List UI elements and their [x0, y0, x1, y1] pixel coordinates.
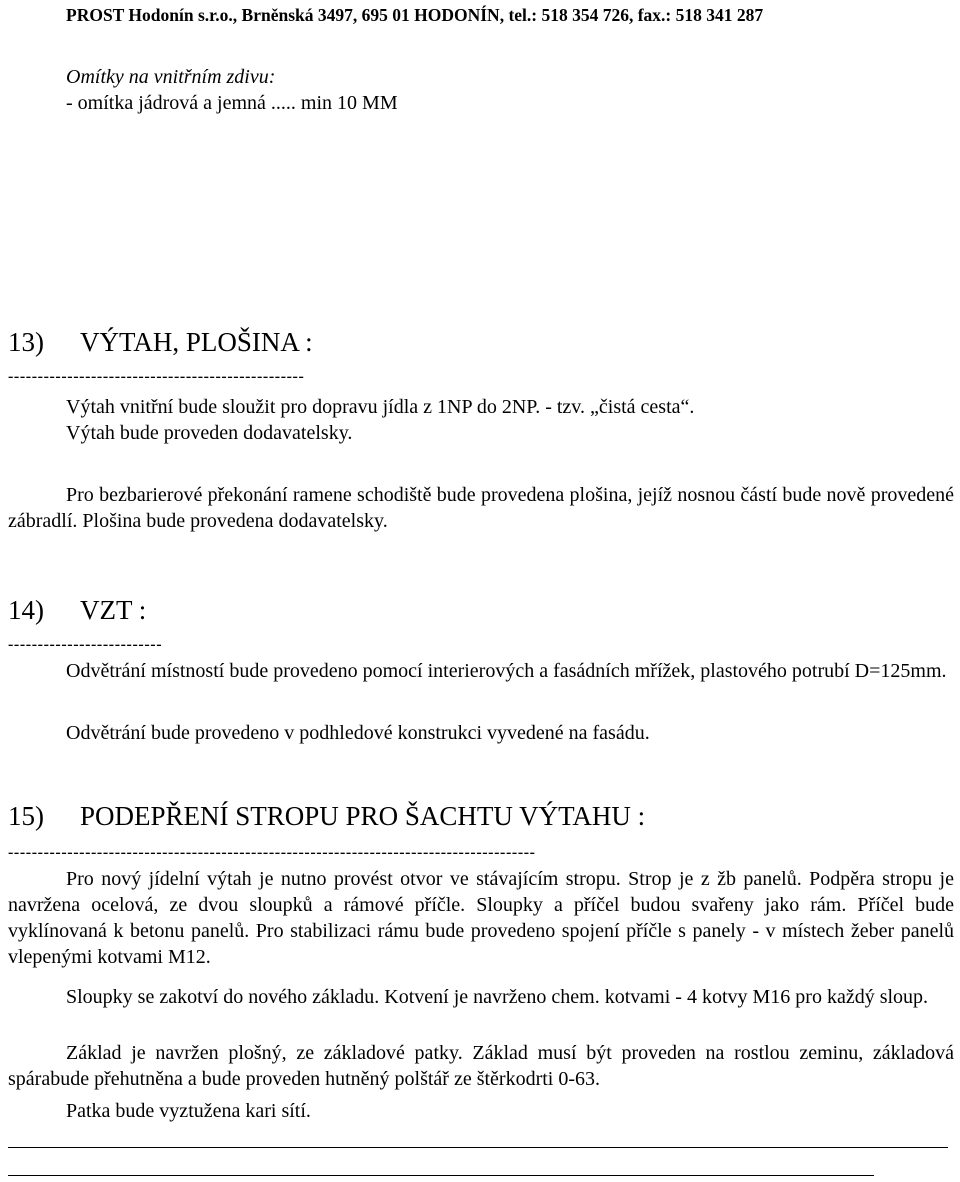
section-15-number: 15): [8, 801, 44, 831]
section-13-para-1b: Výtah bude proveden dodavatelsky.: [66, 422, 353, 444]
section-15-para-1: Pro nový jídelní výtah je nutno provést otvor ve stávajícím stropu. Strop je z žb panelů. Podpěra stropu je navržena ocelová, ze dvou sloupků a rámové příčle. Sloupky a příčel budou svařeny jako rám. Příčel bude vyklínovaná k betonu panelů. Pro stabilizaci rámu bude provedeno spojení příčle s panely - v místech žeber panelů vlepenými kotvami M12.: [8, 868, 954, 968]
plaster-title: Omítky na vnitřním zdivu:: [66, 66, 276, 88]
section-14-number: 14): [8, 595, 44, 625]
company-header: PROST Hodonín s.r.o., Brněnská 3497, 695 01 HODONÍN, tel.: 518 354 726, fax.: 518 341 287: [66, 5, 764, 25]
plaster-line: - omítka jádrová a jemná ..... min 10 MM: [66, 92, 398, 114]
section-15-underline: -----------------------------------------------------------------------------------------: [8, 846, 536, 860]
section-14-title: VZT :: [80, 595, 147, 625]
section-14-para-1: Odvětrání místností bude provedeno pomocí interierových a fasádních mřížek, plastového potrubí D=125mm.: [66, 660, 947, 682]
section-15-heading: [8, 800, 645, 832]
section-15-title: PODEPŘENÍ STROPU PRO ŠACHTU VÝTAHU :: [80, 801, 646, 831]
section-13-underline: --------------------------------------------------: [8, 370, 305, 384]
section-13-number: 13): [8, 327, 44, 357]
section-14-heading: [8, 594, 146, 626]
section-15-para-2: Sloupky se zakotví do nového základu. Kotvení je navrženo chem. kotvami - 4 kotvy M16 pro každý sloup.: [66, 986, 929, 1008]
section-13-heading: [8, 326, 313, 358]
section-15-para-4: Patka bude vyztužena kari sítí.: [66, 1100, 311, 1122]
section-14-underline: --------------------------: [8, 638, 163, 652]
signature-line-1: [8, 1147, 948, 1148]
signature-line-2: [8, 1175, 874, 1176]
section-13-title: VÝTAH, PLOŠINA :: [80, 327, 313, 357]
section-13-para-1a: Výtah vnitřní bude sloužit pro dopravu jídla z 1NP do 2NP. - tzv. „čistá cesta“.: [66, 396, 695, 418]
section-13-para-2: Pro bezbarierové překonání ramene schodiště bude provedena plošina, jejíž nosnou částí bude nově provedené zábradlí. Plošina bude provedena dodavatelsky.: [8, 484, 954, 532]
section-15-para-3: Základ je navržen plošný, ze základové patky. Základ musí být proveden na rostlou zeminu, základová spárabude přehutněna a bude proveden hutněný polštář ze štěrkodrti 0-63.: [8, 1042, 954, 1090]
section-14-para-2: Odvětrání bude provedeno v podhledové konstrukci vyvedené na fasádu.: [66, 722, 650, 744]
